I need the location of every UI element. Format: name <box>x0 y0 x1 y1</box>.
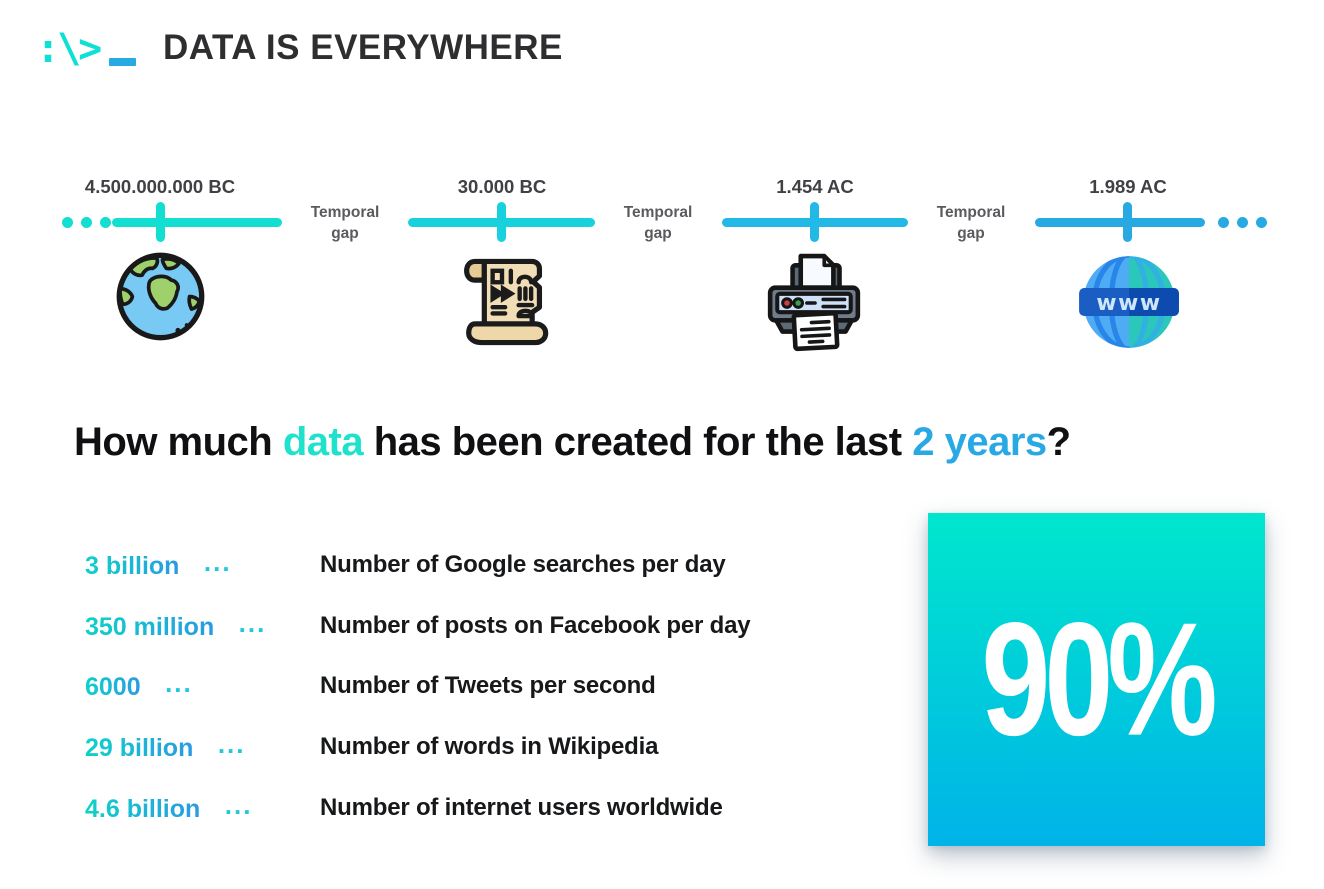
www-globe-icon <box>1077 250 1181 359</box>
timeline-tick <box>497 202 506 242</box>
stat-description: Number of internet users worldwide <box>320 794 723 821</box>
timeline-event-label: 4.500.000.000 BC <box>84 176 236 197</box>
dot-icon <box>62 217 73 228</box>
timeline-event-label: 30.000 BC <box>457 176 547 197</box>
earth-icon-svg <box>112 248 209 345</box>
stat-value: 6000 <box>85 670 141 704</box>
timeline-tick <box>1123 202 1132 242</box>
stat-description: Number of Tweets per second <box>320 672 656 699</box>
logo-prompt-glyphs: :\> <box>36 26 100 72</box>
stat-row <box>85 668 656 703</box>
temporal-gap-line1: Temporal <box>936 204 1006 221</box>
headline-part2: has been created for the last <box>363 420 913 464</box>
stat-dots: ... <box>238 608 267 638</box>
stat-value: 29 billion <box>85 731 193 765</box>
page-title: DATA IS EVERYWHERE <box>163 28 563 67</box>
stat-value: 350 million <box>85 610 214 644</box>
timeline-tick <box>810 202 819 242</box>
timeline-event-label: 1.989 AC <box>1089 176 1167 197</box>
stat-dots: ... <box>224 790 253 820</box>
stat-dots: ... <box>165 668 193 698</box>
temporal-gap-label <box>598 203 718 245</box>
svg-text:www: www <box>1096 290 1162 316</box>
percent-value: 90% <box>981 589 1212 770</box>
stat-value: 4.6 billion <box>85 792 200 826</box>
timeline-ellipsis-right <box>1218 217 1267 228</box>
www-globe-icon-svg <box>1077 250 1181 354</box>
percent-highlight-box <box>928 513 1265 846</box>
temporal-gap-line1: Temporal <box>623 204 693 221</box>
headline-highlight-years: 2 years <box>912 420 1047 464</box>
stat-row <box>85 608 751 643</box>
dot-icon <box>100 217 111 228</box>
stat-dots: ... <box>203 547 232 577</box>
temporal-gap-line2: gap <box>957 224 985 242</box>
printer-icon-svg <box>763 246 865 358</box>
stat-description: Number of posts on Facebook per day <box>320 612 751 639</box>
stat-description: Number of Google searches per day <box>320 551 726 578</box>
timeline-ellipsis-left <box>62 217 111 228</box>
dot-icon <box>1218 217 1229 228</box>
logo-cursor-icon <box>109 58 136 66</box>
printer-icon <box>763 246 865 363</box>
stat-dots: ... <box>217 729 246 759</box>
dot-icon <box>1256 217 1267 228</box>
temporal-gap-label <box>911 203 1031 245</box>
stat-description: Number of words in Wikipedia <box>320 733 659 760</box>
timeline-event-label: 1.454 AC <box>776 176 854 197</box>
headline-part3: ? <box>1046 420 1071 464</box>
temporal-gap-label <box>285 203 405 245</box>
dot-icon <box>81 217 92 228</box>
stat-row <box>85 547 726 582</box>
brand-logo-icon <box>36 20 136 78</box>
dot-icon <box>1237 217 1248 228</box>
earth-icon <box>112 248 209 350</box>
headline <box>74 420 1071 465</box>
timeline-tick <box>156 202 165 242</box>
temporal-gap-line2: gap <box>331 224 359 242</box>
timeline-line <box>112 218 282 227</box>
temporal-gap-line2: gap <box>644 224 672 242</box>
headline-highlight-data: data <box>282 420 364 464</box>
stat-row <box>85 790 723 825</box>
headline-part1: How much <box>74 420 283 464</box>
timeline-line <box>1035 218 1205 227</box>
papyrus-scroll-icon-svg <box>450 244 554 360</box>
temporal-gap-line1: Temporal <box>310 204 380 221</box>
papyrus-scroll-icon <box>450 244 554 365</box>
stat-row <box>85 729 659 764</box>
stat-value: 3 billion <box>85 549 179 583</box>
